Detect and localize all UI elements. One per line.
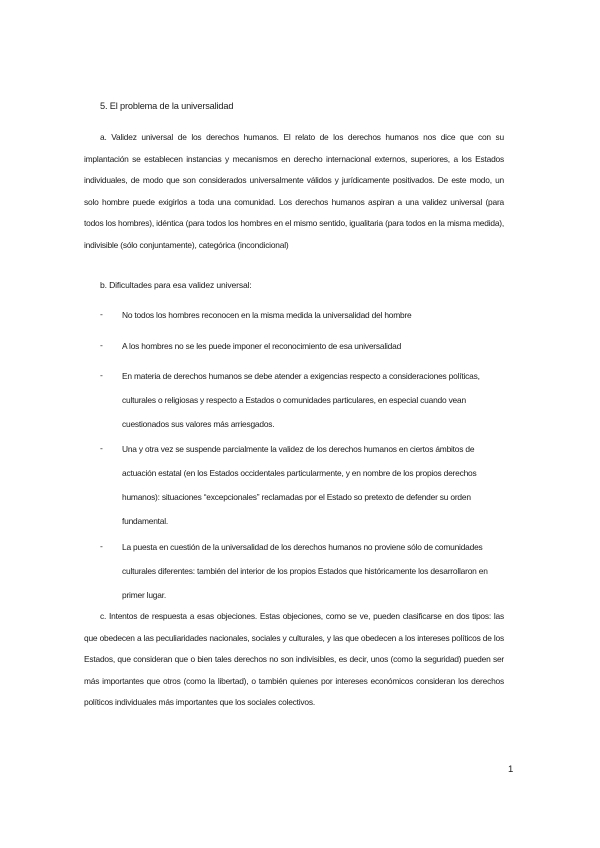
bullet-marker: - (100, 309, 103, 319)
bullet-item: Una y otra vez se suspende parcialmente la validez de los derechos humanos en ciertos ámbitos de actuación estatal (en los Estados occidentales particularmente, y en nombre de los propios derechos humanos): situaciones “excepcionales” reclamadas por el Estado so pretexto de defender su orden fundamental. (122, 444, 477, 526)
bullet-item: No todos los hombres reconocen en la misma medida la universalidad del hombre (122, 310, 412, 320)
bullet-item: A los hombres no se les puede imponer el reconocimiento de esa universalidad (122, 341, 402, 351)
bullet-marker: - (100, 541, 103, 551)
bullet-marker: - (100, 340, 103, 350)
subheading-b: b. Dificultades para esa validez universal: (100, 280, 252, 290)
bullet-item: La puesta en cuestión de la universalidad de los derechos humanos no proviene sólo de comunidades culturales diferentes: también del interior de los propios Estados que históricamente los desarrollaron en primer lugar. (122, 542, 488, 600)
paragraph-c: c. Intentos de respuesta a esas objeciones. Estas objeciones, como se ve, pueden clasificarse en dos tipos: las que obedecen a las peculiaridades nacionales, sociales y culturales, y las que obedecen a los intereses políticos de los Estados, que consideran que o bien tales derechos no son indivisibles, es decir, unos (como la seguridad) pueden ser más importantes que otros (como la libertad), o también quienes por intereses económicos consideran los derechos políticos individuales más importantes que los sociales colectivos. (84, 611, 504, 707)
bullet-marker: - (100, 443, 103, 453)
page-number: 1 (508, 764, 514, 775)
paragraph-a: a. Validez universal de los derechos humanos. El relato de los derechos humanos nos dice que con su implantación se establecen instancias y mecanismos en derecho internacional externos, superiores, a los Estados individuales, de modo que son considerados universalmente válidos y jurídicamente positivados. De este modo, un solo hombre puede exigirlos a toda una comunidad. Los derechos humanos aspiran a una validez universal (para todos los hombres), idéntica (para todos los hombres en el mismo sentido, igualitaria (para todos en la misma medida), indivisible (sólo conjuntamente), categórica (incondicional) (84, 132, 504, 250)
section-heading: 5. El problema de la universalidad (100, 101, 234, 111)
bullet-item: En materia de derechos humanos se debe atender a exigencias respecto a consideraciones políticas, culturales o religiosas y respecto a Estados o comunidades particulares, en especial cuando vean cuestionados sus valores más arriesgados. (122, 371, 480, 429)
bullet-marker: - (100, 370, 103, 380)
